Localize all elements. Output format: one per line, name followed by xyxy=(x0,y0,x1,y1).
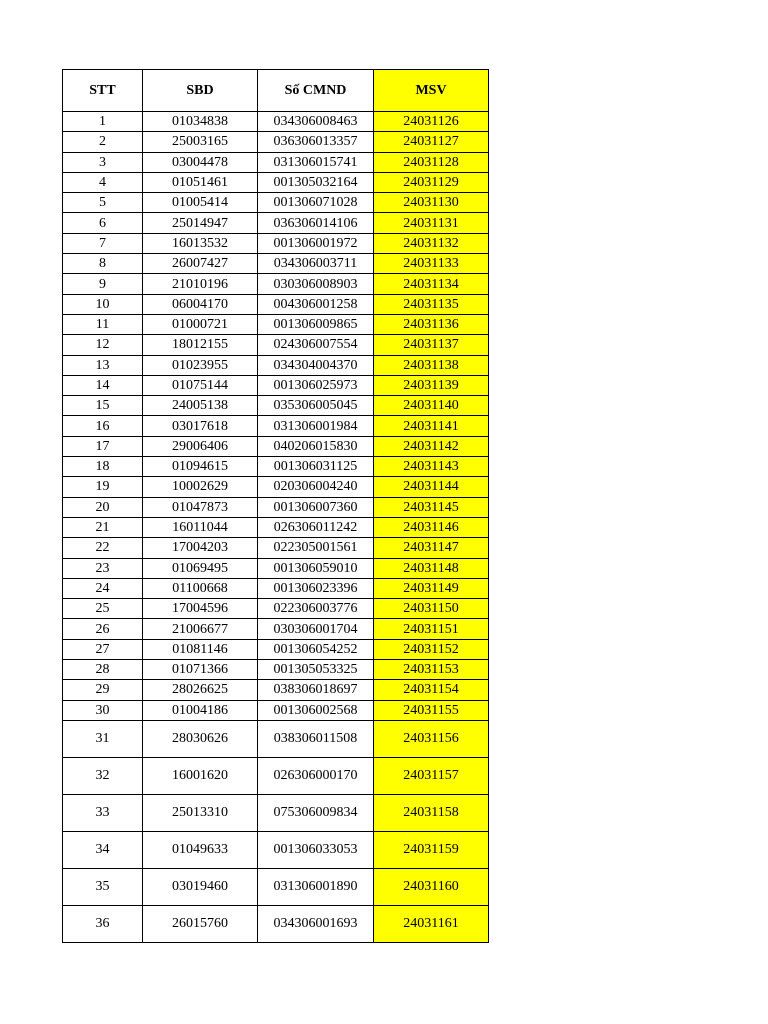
cell-cmnd: 034306001693 xyxy=(258,905,374,942)
table-row xyxy=(63,375,489,395)
cell-stt: 9 xyxy=(63,274,143,294)
cell-sbd: 25003165 xyxy=(143,132,258,152)
cell-stt: 16 xyxy=(63,416,143,436)
table-row xyxy=(63,477,489,497)
cell-sbd: 01023955 xyxy=(143,355,258,375)
header-msv: MSV xyxy=(374,70,489,112)
table-row xyxy=(63,233,489,253)
cell-sbd: 16001620 xyxy=(143,757,258,794)
table-row xyxy=(63,660,489,680)
cell-sbd: 28030626 xyxy=(143,720,258,757)
cell-sbd: 25014947 xyxy=(143,213,258,233)
table-row xyxy=(63,172,489,192)
table-row xyxy=(63,794,489,831)
cell-msv: 24031139 xyxy=(374,375,489,395)
cell-cmnd: 038306018697 xyxy=(258,680,374,700)
cell-stt: 36 xyxy=(63,905,143,942)
cell-msv: 24031152 xyxy=(374,639,489,659)
header-cmnd: Số CMND xyxy=(258,70,374,112)
cell-stt: 12 xyxy=(63,335,143,355)
cell-cmnd: 001306031125 xyxy=(258,457,374,477)
cell-stt: 11 xyxy=(63,314,143,334)
cell-cmnd: 035306005045 xyxy=(258,396,374,416)
cell-cmnd: 030306008903 xyxy=(258,274,374,294)
cell-cmnd: 001306001972 xyxy=(258,233,374,253)
cell-sbd: 28026625 xyxy=(143,680,258,700)
cell-sbd: 01081146 xyxy=(143,639,258,659)
table-row xyxy=(63,619,489,639)
cell-msv: 24031156 xyxy=(374,720,489,757)
cell-msv: 24031140 xyxy=(374,396,489,416)
cell-cmnd: 001306033053 xyxy=(258,831,374,868)
cell-msv: 24031146 xyxy=(374,517,489,537)
table-row xyxy=(63,132,489,152)
cell-stt: 1 xyxy=(63,112,143,132)
cell-cmnd: 034304004370 xyxy=(258,355,374,375)
cell-stt: 25 xyxy=(63,599,143,619)
cell-msv: 24031145 xyxy=(374,497,489,517)
cell-stt: 28 xyxy=(63,660,143,680)
cell-msv: 24031128 xyxy=(374,152,489,172)
cell-msv: 24031131 xyxy=(374,213,489,233)
cell-sbd: 16013532 xyxy=(143,233,258,253)
cell-stt: 4 xyxy=(63,172,143,192)
header-stt: STT xyxy=(63,70,143,112)
cell-msv: 24031158 xyxy=(374,794,489,831)
cell-msv: 24031129 xyxy=(374,172,489,192)
cell-sbd: 03017618 xyxy=(143,416,258,436)
table-row xyxy=(63,152,489,172)
cell-cmnd: 034306008463 xyxy=(258,112,374,132)
cell-msv: 24031127 xyxy=(374,132,489,152)
cell-sbd: 26007427 xyxy=(143,254,258,274)
cell-stt: 10 xyxy=(63,294,143,314)
cell-msv: 24031133 xyxy=(374,254,489,274)
cell-msv: 24031160 xyxy=(374,868,489,905)
table-row xyxy=(63,720,489,757)
cell-sbd: 18012155 xyxy=(143,335,258,355)
cell-msv: 24031144 xyxy=(374,477,489,497)
table-row xyxy=(63,274,489,294)
cell-msv: 24031142 xyxy=(374,436,489,456)
cell-stt: 15 xyxy=(63,396,143,416)
table-row xyxy=(63,457,489,477)
table-row xyxy=(63,639,489,659)
cell-cmnd: 040206015830 xyxy=(258,436,374,456)
cell-cmnd: 004306001258 xyxy=(258,294,374,314)
cell-cmnd: 036306013357 xyxy=(258,132,374,152)
cell-sbd: 01075144 xyxy=(143,375,258,395)
cell-cmnd: 030306001704 xyxy=(258,619,374,639)
cell-stt: 17 xyxy=(63,436,143,456)
cell-stt: 18 xyxy=(63,457,143,477)
cell-sbd: 01100668 xyxy=(143,578,258,598)
cell-stt: 5 xyxy=(63,193,143,213)
cell-sbd: 17004203 xyxy=(143,538,258,558)
cell-sbd: 25013310 xyxy=(143,794,258,831)
cell-cmnd: 001306059010 xyxy=(258,558,374,578)
table-row xyxy=(63,578,489,598)
cell-msv: 24031153 xyxy=(374,660,489,680)
cell-stt: 8 xyxy=(63,254,143,274)
cell-sbd: 01069495 xyxy=(143,558,258,578)
cell-sbd: 16011044 xyxy=(143,517,258,537)
cell-sbd: 24005138 xyxy=(143,396,258,416)
cell-cmnd: 038306011508 xyxy=(258,720,374,757)
cell-msv: 24031135 xyxy=(374,294,489,314)
table-row xyxy=(63,831,489,868)
cell-stt: 30 xyxy=(63,700,143,720)
cell-cmnd: 036306014106 xyxy=(258,213,374,233)
cell-stt: 3 xyxy=(63,152,143,172)
cell-stt: 32 xyxy=(63,757,143,794)
header-sbd: SBD xyxy=(143,70,258,112)
cell-cmnd: 026306011242 xyxy=(258,517,374,537)
table-row xyxy=(63,517,489,537)
cell-stt: 27 xyxy=(63,639,143,659)
cell-cmnd: 001306002568 xyxy=(258,700,374,720)
table-row xyxy=(63,700,489,720)
cell-stt: 35 xyxy=(63,868,143,905)
table-row xyxy=(63,112,489,132)
table-row xyxy=(63,396,489,416)
cell-cmnd: 001306009865 xyxy=(258,314,374,334)
cell-sbd: 01047873 xyxy=(143,497,258,517)
cell-stt: 24 xyxy=(63,578,143,598)
cell-msv: 24031159 xyxy=(374,831,489,868)
cell-sbd: 01000721 xyxy=(143,314,258,334)
cell-stt: 14 xyxy=(63,375,143,395)
cell-cmnd: 031306001984 xyxy=(258,416,374,436)
cell-cmnd: 020306004240 xyxy=(258,477,374,497)
cell-stt: 22 xyxy=(63,538,143,558)
cell-sbd: 01051461 xyxy=(143,172,258,192)
cell-sbd: 01034838 xyxy=(143,112,258,132)
cell-stt: 23 xyxy=(63,558,143,578)
cell-cmnd: 026306000170 xyxy=(258,757,374,794)
cell-cmnd: 001306054252 xyxy=(258,639,374,659)
table-row xyxy=(63,213,489,233)
cell-stt: 6 xyxy=(63,213,143,233)
cell-cmnd: 001306023396 xyxy=(258,578,374,598)
student-table xyxy=(62,69,489,943)
cell-stt: 29 xyxy=(63,680,143,700)
table-row xyxy=(63,538,489,558)
cell-cmnd: 034306003711 xyxy=(258,254,374,274)
cell-msv: 24031126 xyxy=(374,112,489,132)
cell-cmnd: 022305001561 xyxy=(258,538,374,558)
cell-msv: 24031148 xyxy=(374,558,489,578)
table-row xyxy=(63,680,489,700)
table-row xyxy=(63,558,489,578)
cell-msv: 24031161 xyxy=(374,905,489,942)
cell-sbd: 01094615 xyxy=(143,457,258,477)
cell-sbd: 01005414 xyxy=(143,193,258,213)
cell-msv: 24031151 xyxy=(374,619,489,639)
table-row xyxy=(63,294,489,314)
table-row xyxy=(63,416,489,436)
cell-msv: 24031141 xyxy=(374,416,489,436)
cell-stt: 33 xyxy=(63,794,143,831)
cell-sbd: 26015760 xyxy=(143,905,258,942)
cell-cmnd: 024306007554 xyxy=(258,335,374,355)
cell-sbd: 17004596 xyxy=(143,599,258,619)
cell-stt: 21 xyxy=(63,517,143,537)
cell-stt: 31 xyxy=(63,720,143,757)
header-row xyxy=(63,70,489,112)
cell-sbd: 03019460 xyxy=(143,868,258,905)
cell-cmnd: 001306025973 xyxy=(258,375,374,395)
cell-cmnd: 001305053325 xyxy=(258,660,374,680)
cell-msv: 24031155 xyxy=(374,700,489,720)
cell-stt: 2 xyxy=(63,132,143,152)
cell-msv: 24031132 xyxy=(374,233,489,253)
cell-stt: 26 xyxy=(63,619,143,639)
cell-msv: 24031137 xyxy=(374,335,489,355)
cell-stt: 13 xyxy=(63,355,143,375)
cell-sbd: 01004186 xyxy=(143,700,258,720)
cell-cmnd: 031306015741 xyxy=(258,152,374,172)
cell-cmnd: 022306003776 xyxy=(258,599,374,619)
table-row xyxy=(63,497,489,517)
cell-msv: 24031150 xyxy=(374,599,489,619)
table-row xyxy=(63,868,489,905)
cell-sbd: 03004478 xyxy=(143,152,258,172)
cell-sbd: 29006406 xyxy=(143,436,258,456)
cell-sbd: 21010196 xyxy=(143,274,258,294)
table-row xyxy=(63,314,489,334)
cell-sbd: 10002629 xyxy=(143,477,258,497)
cell-msv: 24031138 xyxy=(374,355,489,375)
cell-msv: 24031154 xyxy=(374,680,489,700)
table-row xyxy=(63,193,489,213)
cell-msv: 24031149 xyxy=(374,578,489,598)
table-row xyxy=(63,905,489,942)
cell-cmnd: 075306009834 xyxy=(258,794,374,831)
table-row xyxy=(63,335,489,355)
cell-cmnd: 001306071028 xyxy=(258,193,374,213)
table-row xyxy=(63,254,489,274)
cell-stt: 7 xyxy=(63,233,143,253)
cell-stt: 20 xyxy=(63,497,143,517)
cell-stt: 19 xyxy=(63,477,143,497)
cell-msv: 24031147 xyxy=(374,538,489,558)
cell-msv: 24031134 xyxy=(374,274,489,294)
cell-cmnd: 001305032164 xyxy=(258,172,374,192)
cell-sbd: 01049633 xyxy=(143,831,258,868)
cell-sbd: 21006677 xyxy=(143,619,258,639)
cell-msv: 24031157 xyxy=(374,757,489,794)
cell-cmnd: 031306001890 xyxy=(258,868,374,905)
cell-sbd: 01071366 xyxy=(143,660,258,680)
cell-msv: 24031130 xyxy=(374,193,489,213)
cell-cmnd: 001306007360 xyxy=(258,497,374,517)
cell-stt: 34 xyxy=(63,831,143,868)
table-row xyxy=(63,599,489,619)
table-row xyxy=(63,355,489,375)
table-row xyxy=(63,757,489,794)
cell-msv: 24031143 xyxy=(374,457,489,477)
table-row xyxy=(63,436,489,456)
cell-msv: 24031136 xyxy=(374,314,489,334)
cell-sbd: 06004170 xyxy=(143,294,258,314)
